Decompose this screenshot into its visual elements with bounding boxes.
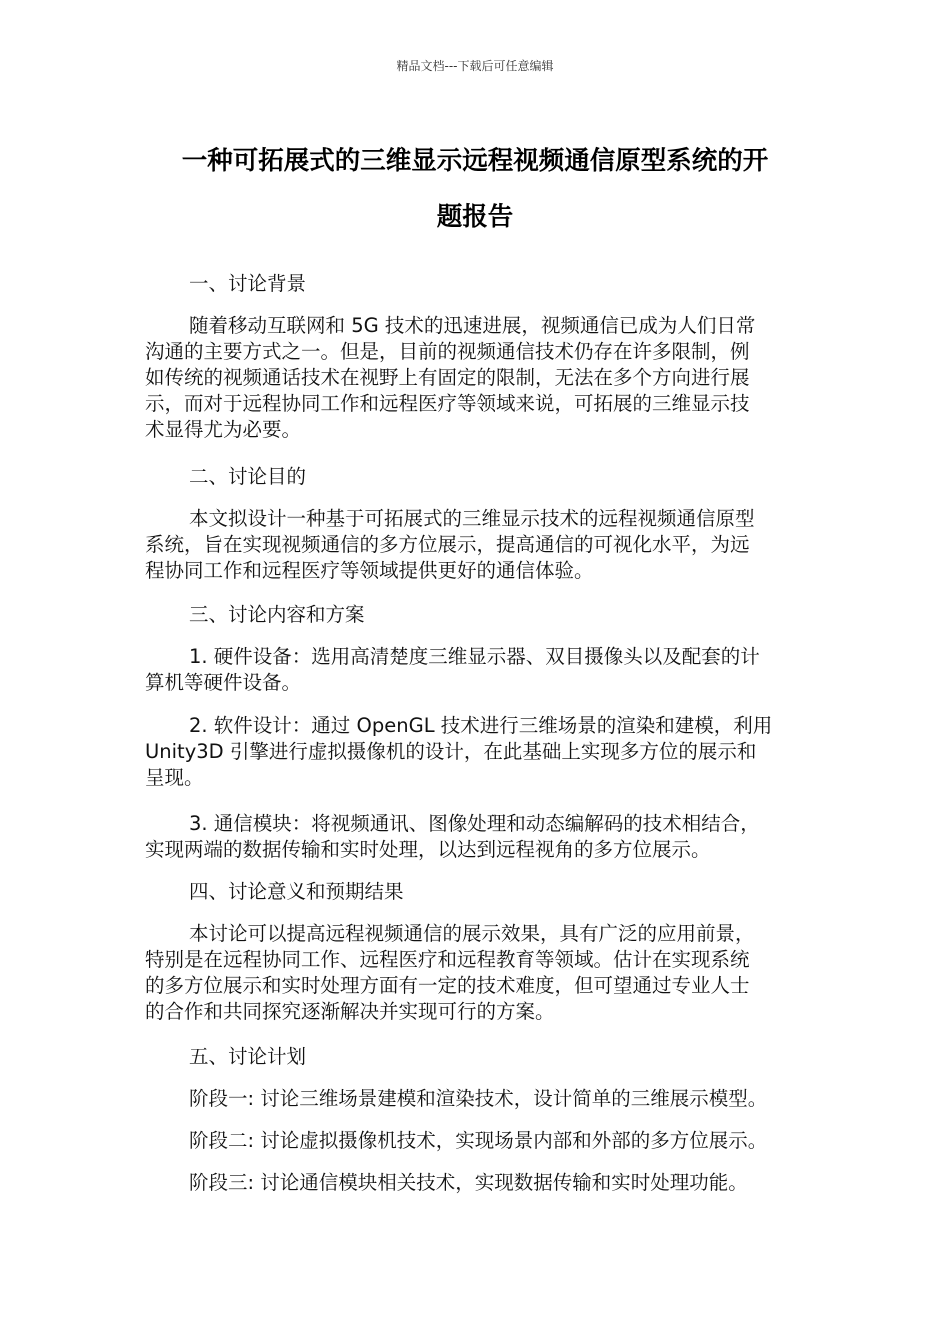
paragraph-line: 阶段二: 讨论虚拟摄像机技术，实现场景内部和外部的多方位展示。 <box>189 1129 768 1152</box>
paragraph-line: 术显得尤为必要。 <box>145 418 302 441</box>
paragraph-line: 随着移动互联网和 5G 技术的迅速进展，视频通信已成为人们日常 <box>189 314 756 337</box>
plan-stage-2 <box>145 1128 815 1154</box>
paragraph-line: 呈现。 <box>145 766 204 789</box>
paragraph-line: 1. 硬件设备：选用高清楚度三维显示器、双目摄像头以及配套的计 <box>189 645 760 668</box>
paragraph-line: 如传统的视频通话技术在视野上有固定的限制，无法在多个方向进行展 <box>145 366 750 389</box>
paragraph-communication <box>145 811 815 863</box>
paragraph-line: 3. 通信模块：将视频通讯、图像处理和动态编解码的技术相结合， <box>189 812 760 835</box>
paragraph-line: 二、讨论目的 <box>189 465 307 488</box>
paragraph-line: 的合作和共同探究逐渐解决并实现可行的方案。 <box>145 1000 555 1023</box>
paragraph-line: 特别是在远程协同工作、远程医疗和远程教育等领域。估计在实现系统 <box>145 948 750 971</box>
paragraph-line: 系统，旨在实现视频通信的多方位展示，提高通信的可视化水平，为远 <box>145 533 750 556</box>
section-heading-significance <box>145 879 815 905</box>
paragraph-line: 程协同工作和远程医疗等领域提供更好的通信体验。 <box>145 559 594 582</box>
paragraph-line: 算机等硬件设备。 <box>145 671 302 694</box>
paragraph-software <box>145 713 815 791</box>
paragraph-hardware <box>145 644 815 696</box>
paragraph-line: 的多方位展示和实时处理方面有一定的技术难度，但可望通过专业人士 <box>145 974 750 997</box>
paragraph-line: 沟通的主要方式之一。但是，目前的视频通信技术仍存在许多限制，例 <box>145 340 750 363</box>
paragraph-line: 五、讨论计划 <box>189 1045 307 1068</box>
paragraph-line: 本讨论可以提高远程视频通信的展示效果，具有广泛的应用前景， <box>189 922 755 945</box>
section-heading-content <box>145 602 815 628</box>
paragraph-line: 2. 软件设计：通过 OpenGL 技术进行三维场景的渲染和建模，利用 <box>189 714 773 737</box>
paragraph-line: 示，而对于远程协同工作和远程医疗等领域来说，可拓展的三维显示技 <box>145 392 750 415</box>
title-line-2: 题报告 <box>436 202 514 232</box>
paragraph-background <box>145 313 815 443</box>
paragraph-line: 阶段三: 讨论通信模块相关技术，实现数据传输和实时处理功能。 <box>189 1171 748 1194</box>
plan-stage-3 <box>145 1170 815 1196</box>
section-heading-background <box>145 271 815 297</box>
paragraph-line: 三、讨论内容和方案 <box>189 603 365 626</box>
header-note: 精品文档---下载后可任意编辑 <box>396 59 554 73</box>
paragraph-line: 本文拟设计一种基于可拓展式的三维显示技术的远程视频通信原型 <box>189 507 755 530</box>
section-heading-purpose <box>145 464 815 490</box>
paragraph-purpose <box>145 506 815 584</box>
section-heading-plan <box>145 1044 815 1070</box>
paragraph-line: 四、讨论意义和预期结果 <box>189 880 404 903</box>
paragraph-line: 实现两端的数据传输和实时处理，以达到远程视角的多方位展示。 <box>145 838 711 861</box>
paragraph-line: 阶段一: 讨论三维场景建模和渲染技术，设计简单的三维展示模型。 <box>189 1087 768 1110</box>
paragraph-line: 一、讨论背景 <box>189 272 307 295</box>
paragraph-significance <box>145 921 815 1025</box>
plan-stage-1 <box>145 1086 815 1112</box>
document-title <box>140 133 810 245</box>
title-line-1: 一种可拓展式的三维显示远程视频通信原型系统的开 <box>181 146 769 176</box>
paragraph-line: Unity3D 引擎进行虚拟摄像机的设计，在此基础上实现多方位的展示和 <box>145 740 757 763</box>
